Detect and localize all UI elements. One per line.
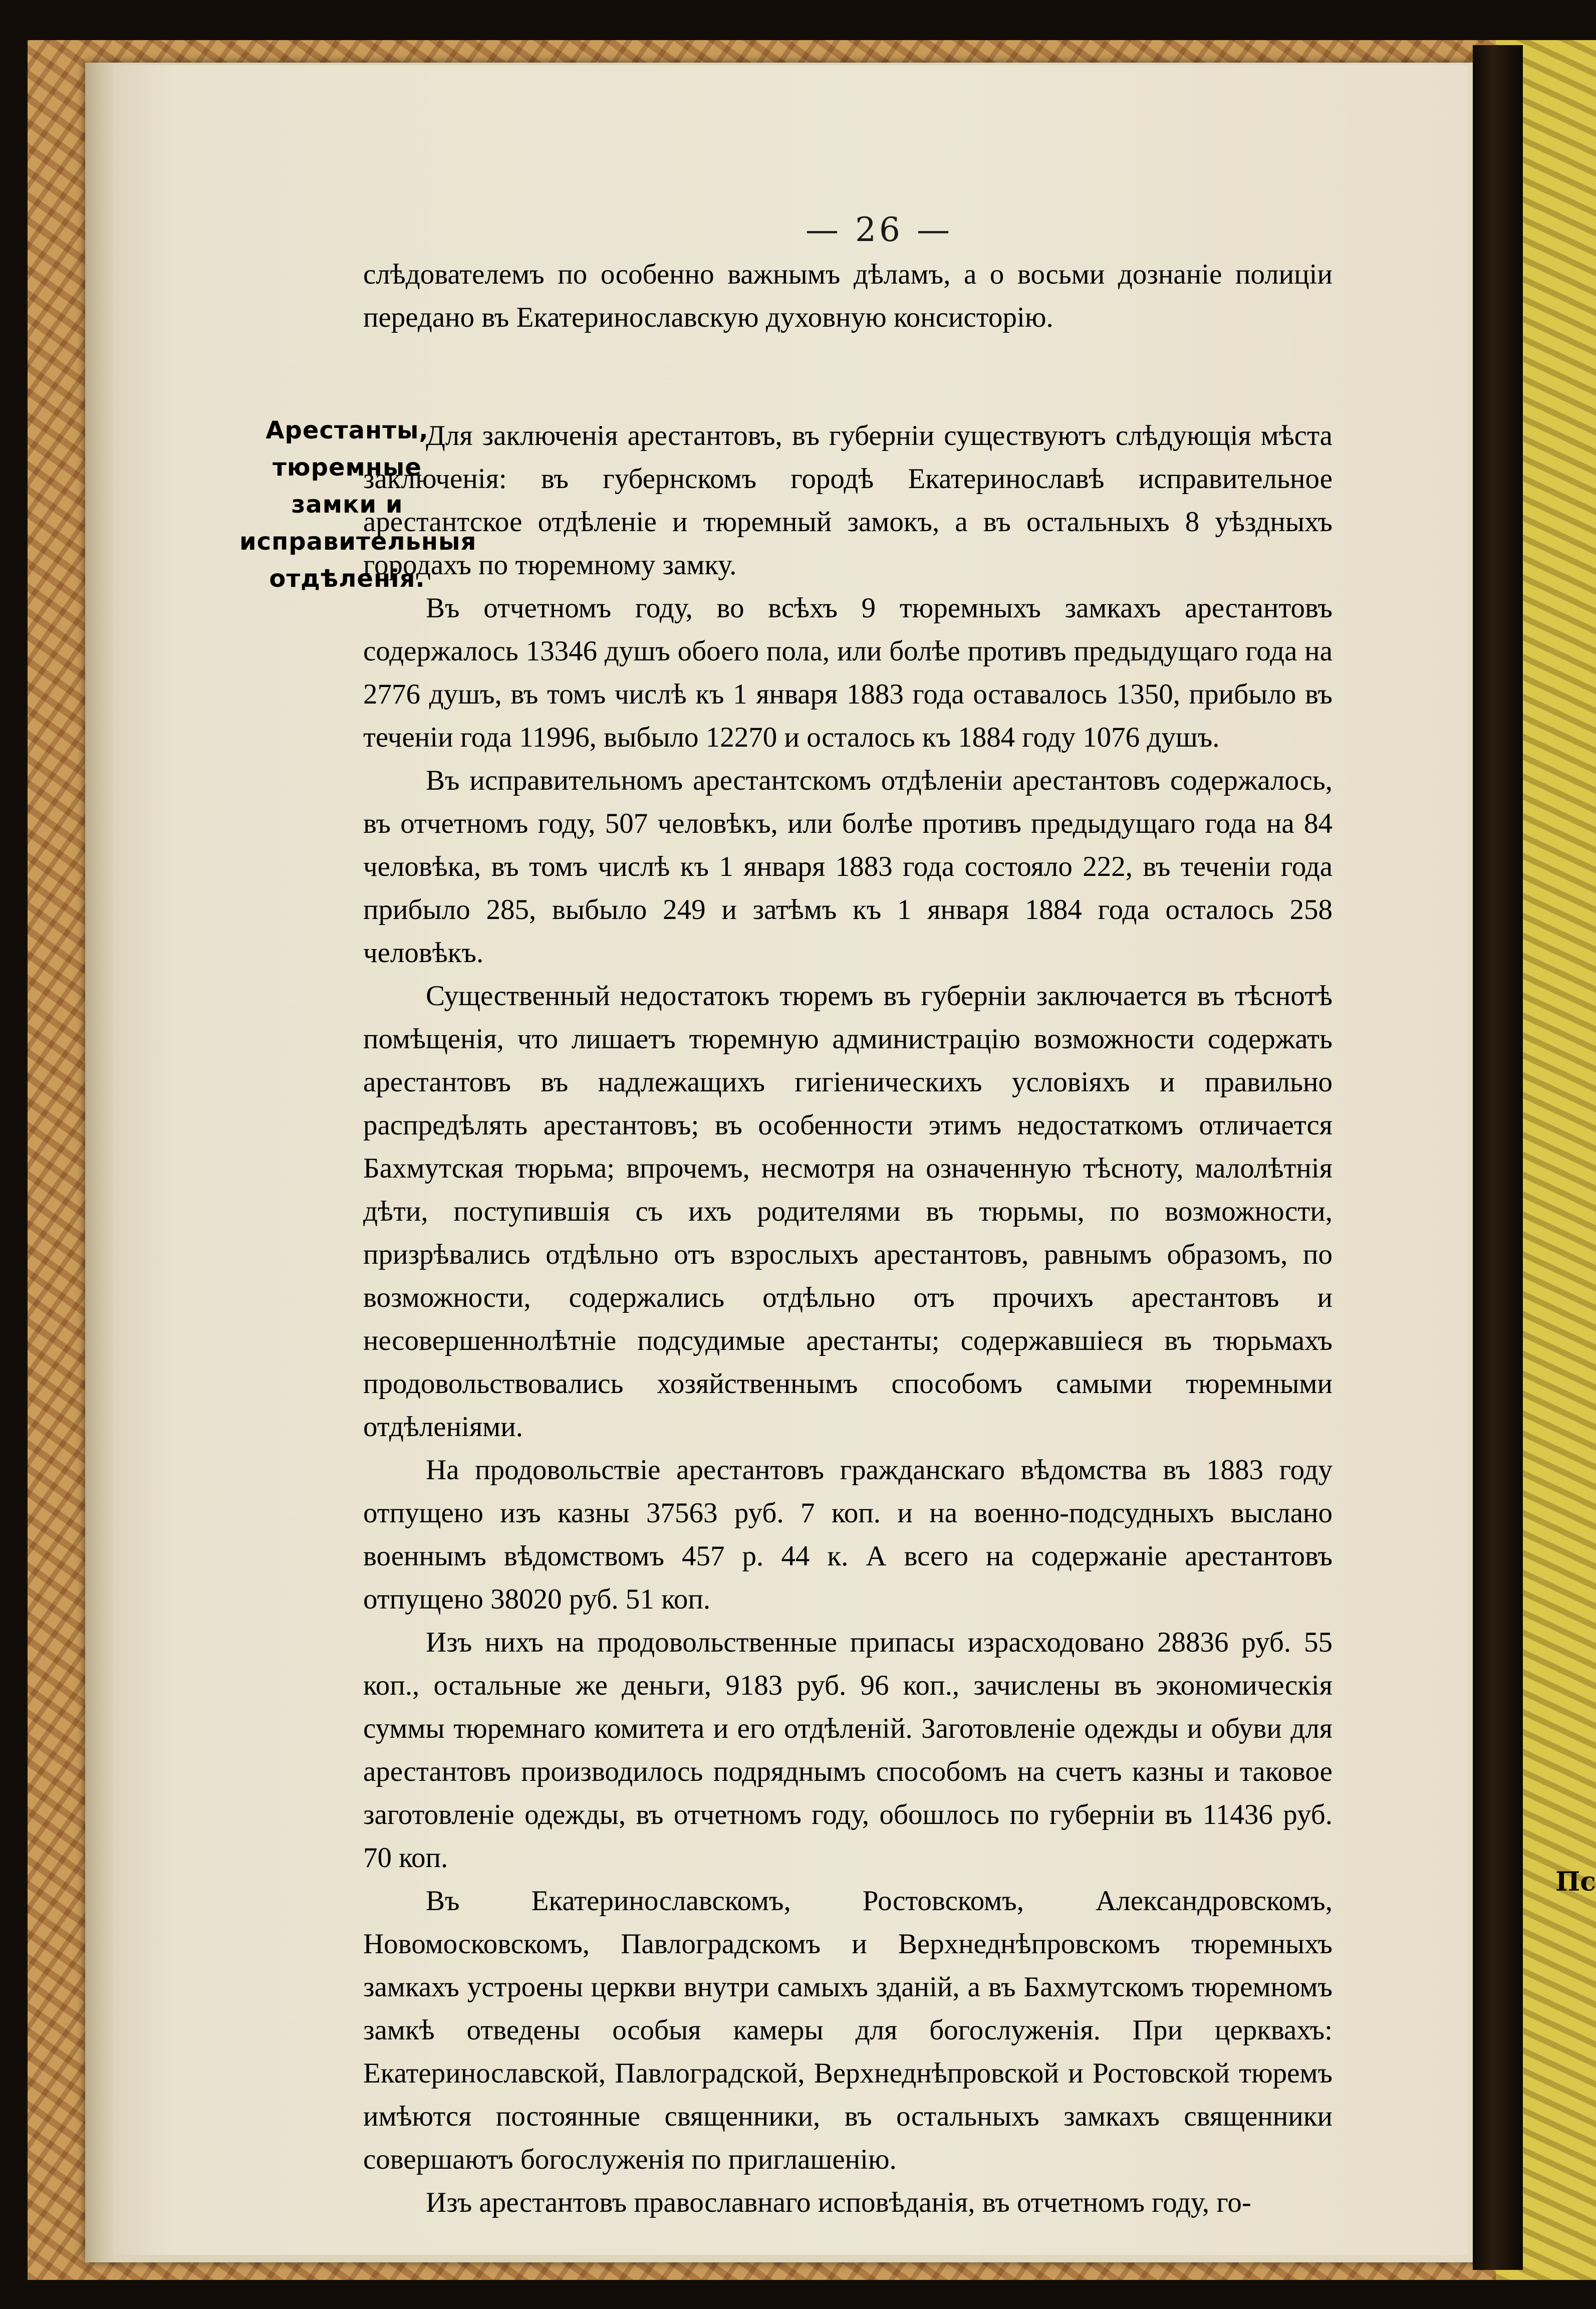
paragraph: Существенный недостатокъ тюремъ въ губерніи заключается въ тѣснотѣ помѣщенія, что лишаетъ тюремную администрацію возможности содержать арестантовъ въ надлежащихъ гигіеническихъ условіяхъ и правильно распредѣлять арестантовъ; въ особенности этимъ недостаткомъ отличается Бахмутская тюрьма; впрочемъ, несмотря на означенную тѣсноту, малолѣтнія дѣти, поступившія съ ихъ родителями въ тюрьмы, по возможности, призрѣвались отдѣльно отъ взрослыхъ арестантовъ, равнымъ образомъ, по возможности, содержались отдѣльно отъ прочихъ арестантовъ и несовершеннолѣтніе подсудимые арестанты; содержавшіеся въ тюрьмахъ продовольствовались хозяйственнымъ способомъ самыми тюремными отдѣленіями. [363, 980, 1333, 1443]
paragraph: На продовольствіе арестантовъ гражданскаго вѣдомства въ 1883 году отпущено изъ казны 37563 руб. 7 коп. и на военно-подсудныхъ выслано военнымъ вѣдомствомъ 457 р. 44 к. А всего на содержаніе арестантовъ отпущено 38020 руб. 51 коп. [363, 1454, 1333, 1615]
paragraph: Въ Екатеринославскомъ, Ростовскомъ, Александровскомъ, Новомосковскомъ, Павлоградскомъ и Верхнеднѣпровскомъ тюремныхъ замкахъ устроены церкви внутри самыхъ зданій, а въ Бахмутскомъ тюремномъ замкѣ отведены особыя камеры для богослуженія. При церквахъ: Екатеринославской, Павлоградской, Верхнеднѣпровской и Ростовской тюремъ имѣются постоянные священники, въ остальныхъ замкахъ священники совершаютъ богослуженія по приглашенію. [363, 1885, 1333, 2175]
body-text [363, 253, 1333, 2224]
paragraph: Изъ нихъ на продовольственные припасы израсходовано 28836 руб. 55 коп., остальные же деньги, 9183 руб. 96 коп., зачислены въ экономическія суммы тюремнаго комитета и его отдѣленій. Заготовленіе одежды и обуви для арестантовъ производилось подряднымъ способомъ на счетъ казны и таковое заготовленіе одежды, въ отчетномъ году, обошлось по губерніи въ 11436 руб. 70 коп. [363, 1627, 1333, 1874]
margin-note: Арестанты, тюремные замки и исправительныя отдѣленія. [239, 416, 477, 593]
facing-page-fragment: Пс [1555, 1867, 1596, 1894]
paragraph: Въ исправительномъ арестантскомъ отдѣленіи арестантовъ содержалось, въ отчетномъ году, 507 человѣкъ, или болѣе противъ предыдущаго года на 84 человѣка, въ томъ числѣ къ 1 января 1883 года состояло 222, въ теченіи года прибыло 285, выбыло 249 и затѣмъ къ 1 января 1884 года осталось 258 человѣкъ. [363, 765, 1333, 969]
paragraph: слѣдователемъ по особенно важнымъ дѣламъ, а о восьми дознаніе полиціи передано въ Екатеринославскую духовную консисторію. [363, 259, 1333, 333]
paragraph: Для заключенія арестантовъ, въ губерніи существуютъ слѣдующія мѣста заключенія: въ губернскомъ городѣ Екатеринославѣ исправительное арестантское отдѣленіе и тюремный замокъ, а въ остальныхъ 8 уѣздныхъ городахъ по тюремному замку. [363, 420, 1333, 581]
paragraph: Въ отчетномъ году, во всѣхъ 9 тюремныхъ замкахъ арестантовъ содержалось 13346 душъ обоего пола, или болѣе противъ предыдущаго года на 2776 душъ, въ томъ числѣ къ 1 января 1883 года оставалось 1350, прибыло въ теченіи года 11996, выбыло 12270 и осталось къ 1884 году 1076 душъ. [363, 592, 1333, 753]
book-gutter [1473, 45, 1523, 2270]
page-number: — 26 — [806, 210, 953, 249]
paragraph: Изъ арестантовъ православнаго исповѣданія, въ отчетномъ году, го- [426, 2187, 1251, 2218]
